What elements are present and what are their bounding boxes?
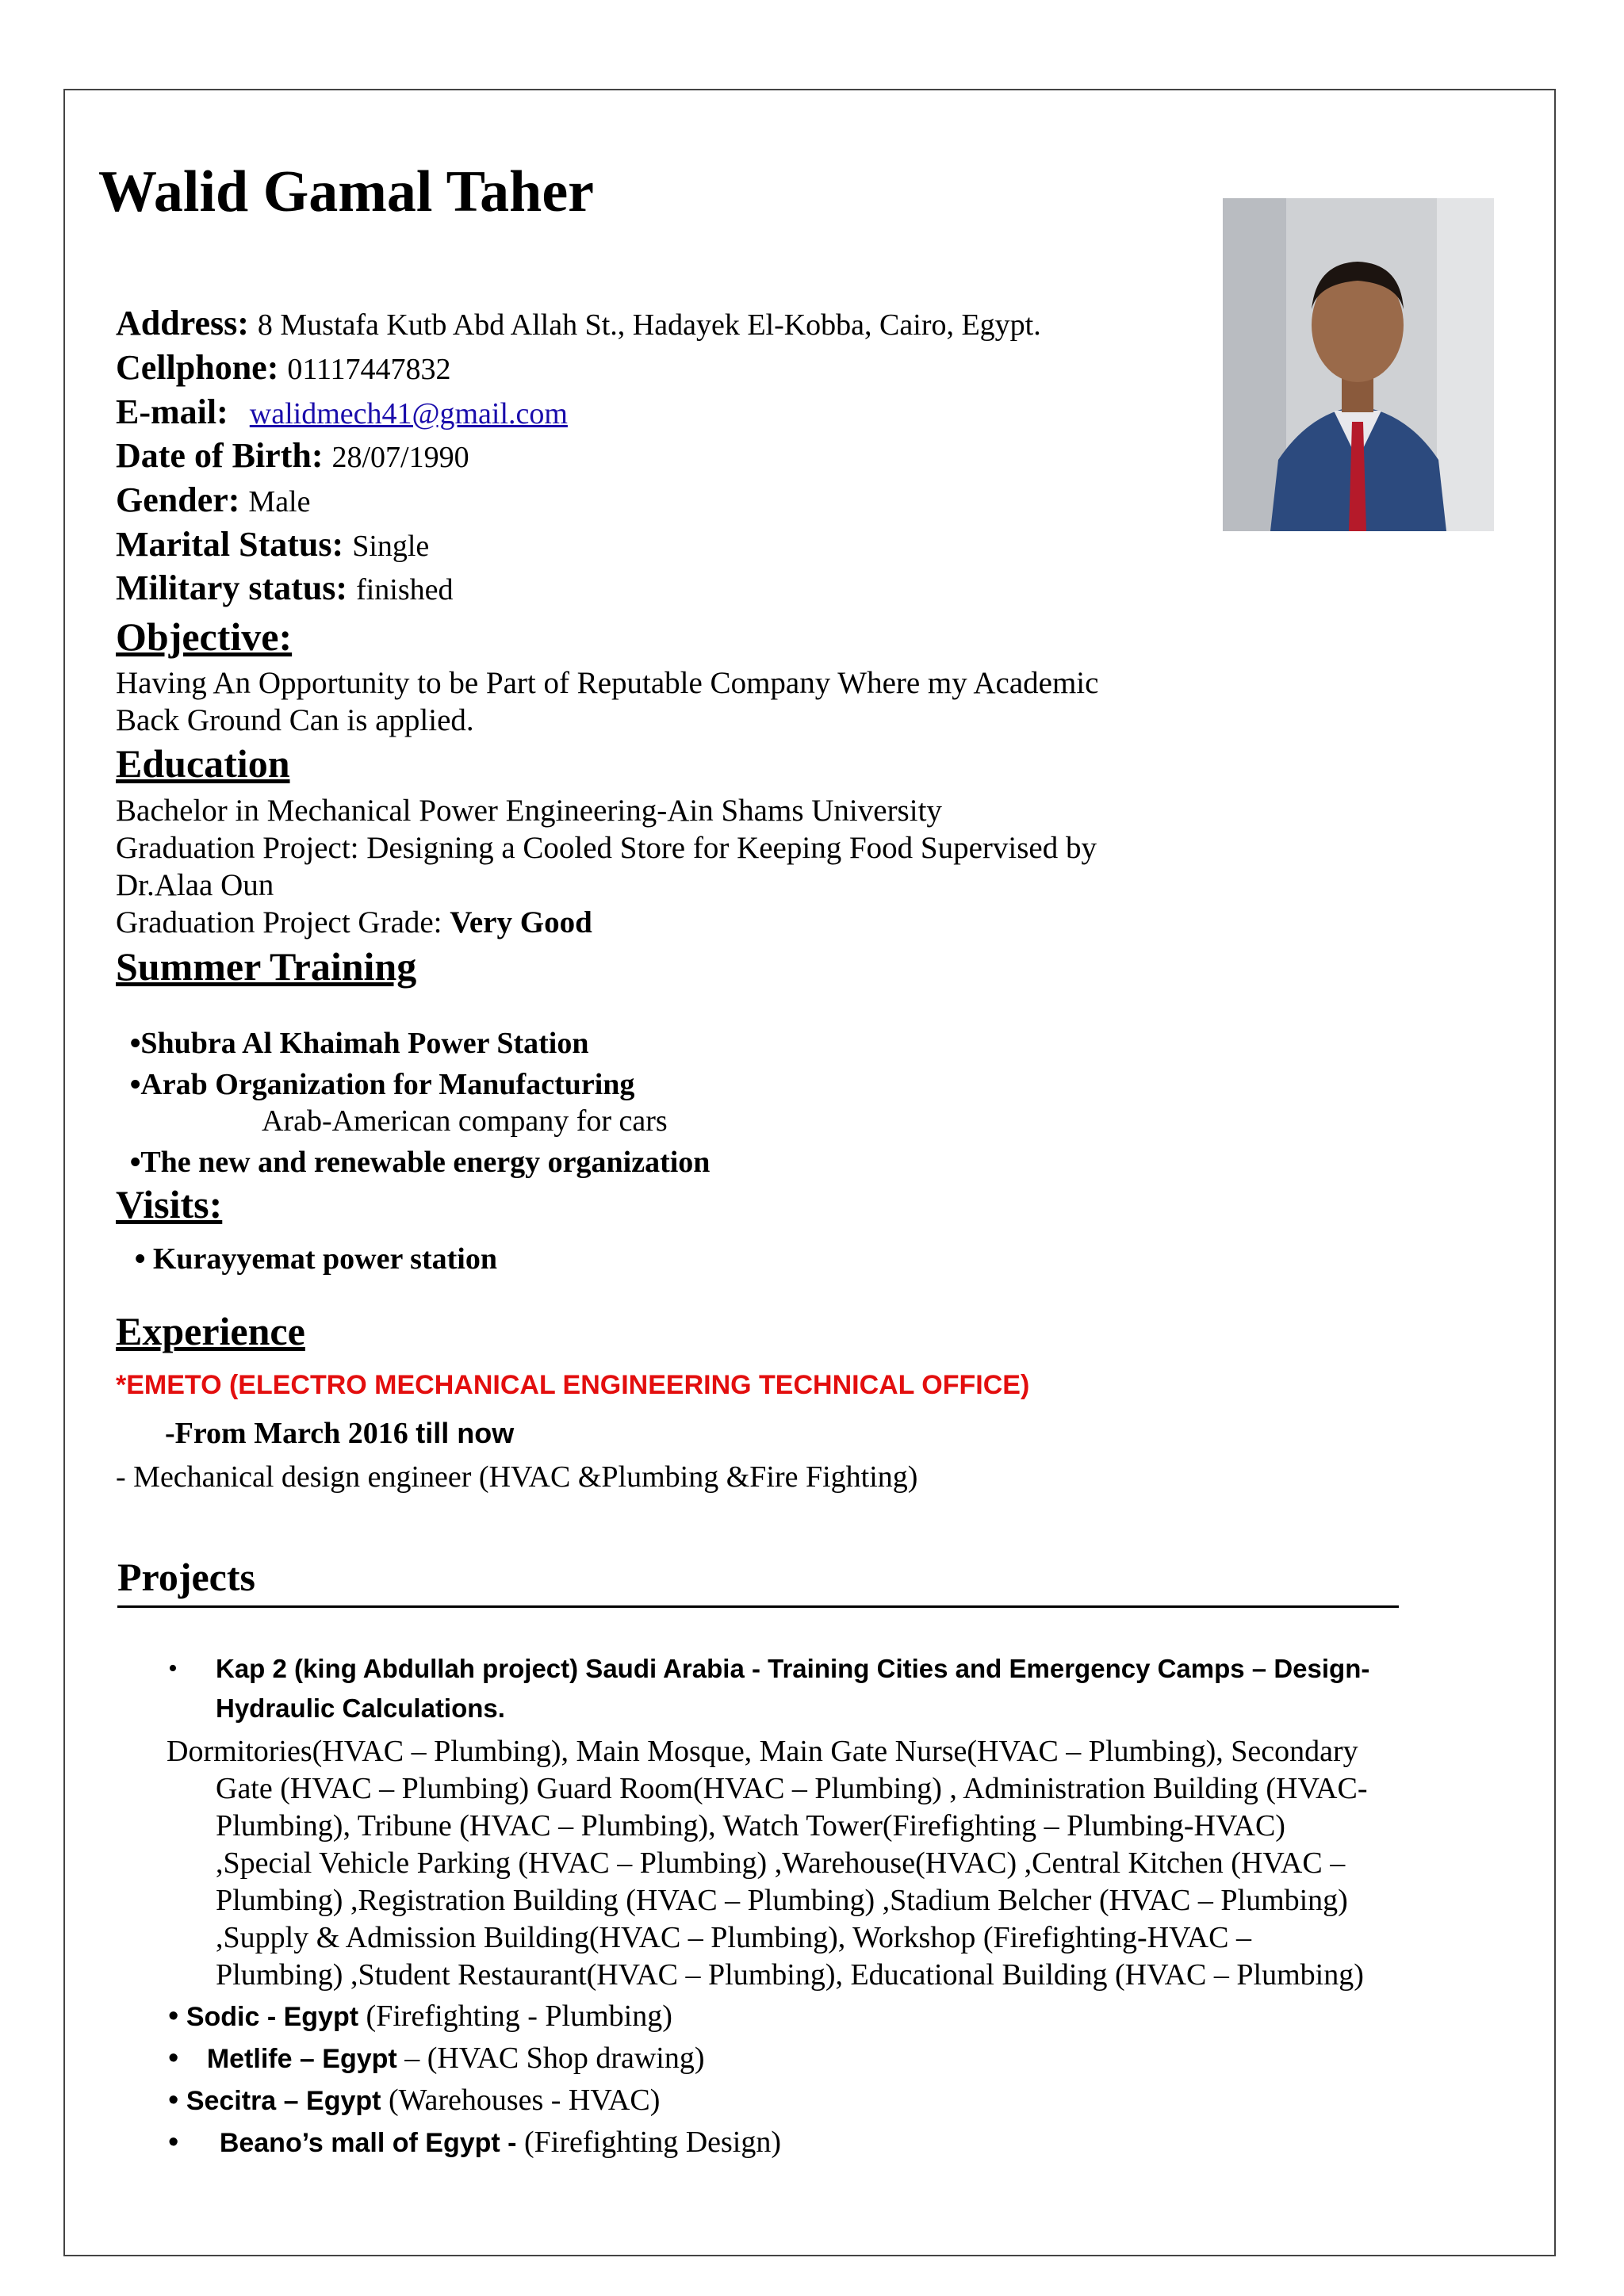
project-item (168, 2125, 781, 2160)
address-label: Address: (116, 304, 249, 342)
training-item (130, 1067, 634, 1102)
marital-label: Marital Status: (116, 525, 344, 564)
bullet-icon: • (130, 1027, 141, 1060)
project-item (168, 2083, 660, 2118)
cellphone-line (116, 347, 451, 388)
experience-company: *EMETO (ELECTRO MECHANICAL ENGINEERING TECHNICAL OFFICE) (116, 1370, 1030, 1400)
military-label: Military status: (116, 568, 348, 607)
candidate-name: Walid Gamal Taher (98, 159, 595, 224)
project-kap-detail: ,Supply & Admission Building(HVAC – Plumbing), Workshop (Firefighting-HVAC – (216, 1921, 1251, 1954)
project-detail: – (HVAC Shop drawing) (396, 2042, 705, 2075)
project-kap-detail: Plumbing) ,Registration Building (HVAC – Plumbing) ,Stadium Belcher (HVAC – Plumbing) (216, 1884, 1348, 1917)
dob-line (116, 435, 469, 476)
email-label: E-mail: (116, 392, 228, 431)
bullet-icon: • (135, 1242, 146, 1276)
project-name: Sodic - Egypt (186, 2002, 359, 2032)
training-item (130, 1145, 710, 1180)
project-detail: (Firefighting - Plumbing) (358, 1999, 672, 2033)
bullet-icon: • (168, 2084, 179, 2117)
summer-training-heading: Summer Training (116, 944, 417, 989)
project-kap-detail: Plumbing), Tribune (HVAC – Plumbing), Watch Tower(Firefighting – Plumbing-HVAC) (216, 1809, 1285, 1843)
address-line (116, 303, 1041, 343)
gender-line (116, 480, 310, 520)
objective-line: Back Ground Can is applied. (116, 703, 474, 737)
military-line (116, 568, 454, 608)
project-kap-title-cont: Hydraulic Calculations. (216, 1693, 505, 1723)
project-name: Beano’s mall of Egypt - (219, 2128, 517, 2158)
email-line (116, 392, 568, 432)
address-value: 8 Mustafa Kutb Abd Allah St., Hadayek El-Kobba, Cairo, Egypt. (257, 308, 1041, 342)
gender-label: Gender: (116, 480, 240, 519)
education-grade-line (116, 905, 592, 940)
grade-value: Very Good (450, 905, 592, 939)
bullet-icon: • (168, 2126, 179, 2159)
bullet-icon: • (168, 1654, 178, 1683)
visit-item (135, 1242, 497, 1276)
project-item (168, 2041, 705, 2076)
education-supervisor: Dr.Alaa Oun (116, 868, 274, 902)
project-kap-detail: Dormitories(HVAC – Plumbing), Main Mosque, Main Gate Nurse(HVAC – Plumbing), Secondary (167, 1735, 1358, 1768)
project-detail: (Firefighting Design) (516, 2126, 782, 2159)
bullet-icon: • (168, 2042, 179, 2075)
marital-value: Single (352, 530, 430, 563)
dob-value: 28/07/1990 (331, 441, 469, 474)
visit-item-label: Kurayyemat power station (152, 1242, 497, 1276)
training-item-label: Arab Organization for Manufacturing (140, 1068, 635, 1101)
project-name: Metlife – Egypt (206, 2044, 397, 2074)
training-sub-item: Arab-American company for cars (262, 1104, 668, 1138)
objective-line: Having An Opportunity to be Part of Reputable Company Where my Academic (116, 666, 1099, 700)
cellphone-label: Cellphone: (116, 348, 279, 387)
gender-value: Male (248, 485, 311, 519)
project-kap-detail: Plumbing) ,Student Restaurant(HVAC – Plumbing), Educational Building (HVAC – Plumbing) (216, 1958, 1364, 1992)
email-link[interactable]: walidmech41@gmail.com (249, 397, 568, 430)
objective-heading: Objective: (116, 614, 293, 659)
project-kap-title: Kap 2 (king Abdullah project) Saudi Arabia - Training Cities and Emergency Camps – Design- (216, 1654, 1370, 1683)
experience-role: - Mechanical design engineer (HVAC &Plumbing &Fire Fighting) (116, 1460, 918, 1494)
bullet-icon: • (130, 1068, 141, 1101)
project-kap-detail: ,Special Vehicle Parking (HVAC – Plumbing) ,Warehouse(HVAC) ,Central Kitchen (HVAC – (216, 1846, 1346, 1880)
project-detail: (Warehouses - HVAC) (381, 2084, 661, 2117)
period-prefix: -From March 2016 (165, 1417, 416, 1450)
project-item (168, 1999, 672, 2034)
project-kap-detail: Gate (HVAC – Plumbing) Guard Room(HVAC – Plumbing) , Administration Building (HVAC- (216, 1772, 1368, 1805)
projects-heading: Projects (117, 1555, 255, 1599)
profile-photo (1223, 198, 1494, 531)
training-item (130, 1026, 589, 1061)
visits-heading: Visits: (116, 1182, 223, 1226)
military-value: finished (356, 573, 454, 607)
education-heading: Education (116, 741, 290, 786)
experience-period (165, 1416, 514, 1451)
education-project: Graduation Project: Designing a Cooled Store for Keeping Food Supervised by (116, 831, 1097, 865)
education-degree: Bachelor in Mechanical Power Engineering-Ain Shams University (116, 794, 942, 828)
dob-label: Date of Birth: (116, 436, 324, 475)
project-name: Secitra – Egypt (186, 2086, 381, 2116)
bullet-icon: • (168, 1999, 179, 2033)
experience-heading: Experience (116, 1309, 305, 1353)
training-item-label: The new and renewable energy organization (140, 1146, 710, 1179)
projects-divider (117, 1605, 1399, 1608)
cellphone-value: 01117447832 (287, 353, 451, 386)
grade-label: Graduation Project Grade: (116, 905, 450, 939)
marital-line (116, 524, 429, 564)
bullet-icon: • (130, 1146, 141, 1179)
period-suffix: till now (416, 1417, 515, 1449)
training-item-label: Shubra Al Khaimah Power Station (140, 1027, 589, 1060)
resume-page (63, 89, 1556, 2256)
